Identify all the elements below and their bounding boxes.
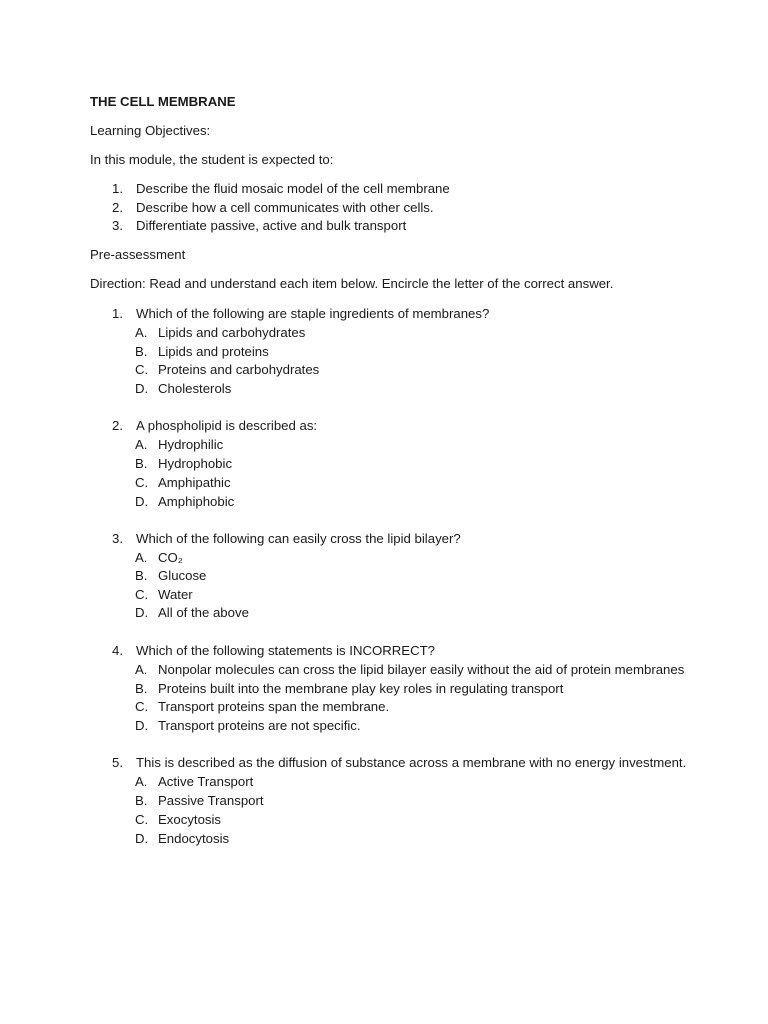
option-letter: D. — [135, 718, 149, 733]
question-number: 1. — [112, 306, 123, 321]
question-item — [112, 643, 435, 659]
option-text: Exocytosis — [158, 812, 222, 827]
option-letter: D. — [135, 381, 149, 396]
option-text: All of the above — [158, 605, 249, 620]
option-text: Passive Transport — [158, 793, 264, 808]
objective-text: Describe the fluid mosaic model of the cell membrane — [136, 181, 450, 196]
option-letter: B. — [135, 793, 148, 808]
question-number: 4. — [112, 643, 123, 658]
question-text: Which of the following statements is INCORRECT? — [136, 643, 436, 658]
objective-number: 3. — [112, 218, 123, 233]
option-text: Proteins built into the membrane play key roles in regulating transport — [158, 681, 564, 696]
option-text: Proteins and carbohydrates — [158, 362, 320, 377]
option-text: Endocytosis — [158, 831, 230, 846]
option-letter: A. — [135, 325, 148, 340]
answer-option — [135, 587, 193, 603]
answer-option — [135, 662, 684, 678]
answer-option — [135, 718, 361, 734]
option-text: Water — [158, 587, 193, 602]
answer-option — [135, 381, 231, 397]
option-letter: C. — [135, 587, 149, 602]
answer-option — [135, 699, 389, 715]
option-text: Cholesterols — [158, 381, 232, 396]
question-item — [112, 306, 489, 322]
answer-option — [135, 550, 183, 566]
question-item — [112, 755, 686, 771]
option-letter: A. — [135, 774, 148, 789]
answer-option — [135, 325, 305, 341]
question-number: 2. — [112, 418, 123, 433]
question-number: 5. — [112, 755, 123, 770]
option-letter: A. — [135, 437, 148, 452]
option-letter: B. — [135, 344, 148, 359]
answer-option — [135, 793, 264, 809]
question-text: Which of the following can easily cross the lipid bilayer? — [136, 531, 461, 546]
option-text: CO₂ — [158, 550, 183, 565]
option-text: Amphiphobic — [158, 494, 235, 509]
option-text: Hydrophilic — [158, 437, 224, 452]
option-text: Lipids and proteins — [158, 344, 269, 359]
option-text: Nonpolar molecules can cross the lipid bilayer easily without the aid of protein membranes — [158, 662, 685, 677]
option-letter: D. — [135, 605, 149, 620]
option-letter: D. — [135, 494, 149, 509]
answer-option — [135, 437, 223, 453]
answer-option — [135, 456, 232, 472]
option-letter: D. — [135, 831, 149, 846]
question-item — [112, 531, 461, 547]
option-letter: A. — [135, 662, 148, 677]
objective-text: Differentiate passive, active and bulk transport — [136, 218, 407, 233]
option-letter: B. — [135, 681, 148, 696]
question-text: A phospholipid is described as: — [136, 418, 318, 433]
objective-number: 1. — [112, 181, 123, 196]
question-text: Which of the following are staple ingredients of membranes? — [136, 306, 490, 321]
option-text: Active Transport — [158, 774, 254, 789]
option-letter: C. — [135, 812, 149, 827]
option-text: Transport proteins are not specific. — [158, 718, 361, 733]
objective-item — [112, 200, 434, 216]
question-number: 3. — [112, 531, 123, 546]
option-text: Amphipathic — [158, 475, 231, 490]
objective-text: Describe how a cell communicates with other cells. — [136, 200, 434, 215]
preassessment-heading: Pre-assessment — [90, 247, 186, 262]
answer-option — [135, 774, 253, 790]
option-text: Transport proteins span the membrane. — [158, 699, 390, 714]
objective-item — [112, 218, 406, 234]
question-item — [112, 418, 317, 434]
objective-item — [112, 181, 450, 197]
option-text: Glucose — [158, 568, 207, 583]
option-letter: C. — [135, 699, 149, 714]
answer-option — [135, 831, 229, 847]
answer-option — [135, 362, 319, 378]
option-letter: C. — [135, 475, 149, 490]
objective-number: 2. — [112, 200, 123, 215]
option-letter: B. — [135, 456, 148, 471]
answer-option — [135, 344, 269, 360]
document-title: THE CELL MEMBRANE — [90, 94, 236, 109]
option-text: Lipids and carbohydrates — [158, 325, 306, 340]
answer-option — [135, 681, 563, 697]
learning-objectives-heading: Learning Objectives: — [90, 123, 211, 138]
answer-option — [135, 812, 221, 828]
question-text: This is described as the diffusion of substance across a membrane with no energy investment. — [136, 755, 687, 770]
option-text: Hydrophobic — [158, 456, 233, 471]
answer-option — [135, 475, 231, 491]
option-letter: B. — [135, 568, 148, 583]
answer-option — [135, 568, 206, 584]
answer-option — [135, 494, 234, 510]
option-letter: A. — [135, 550, 148, 565]
answer-option — [135, 605, 249, 621]
intro-text: In this module, the student is expected to: — [90, 152, 334, 167]
direction-text: Direction: Read and understand each item below. Encircle the letter of the correct answer. — [90, 276, 614, 291]
option-letter: C. — [135, 362, 149, 377]
